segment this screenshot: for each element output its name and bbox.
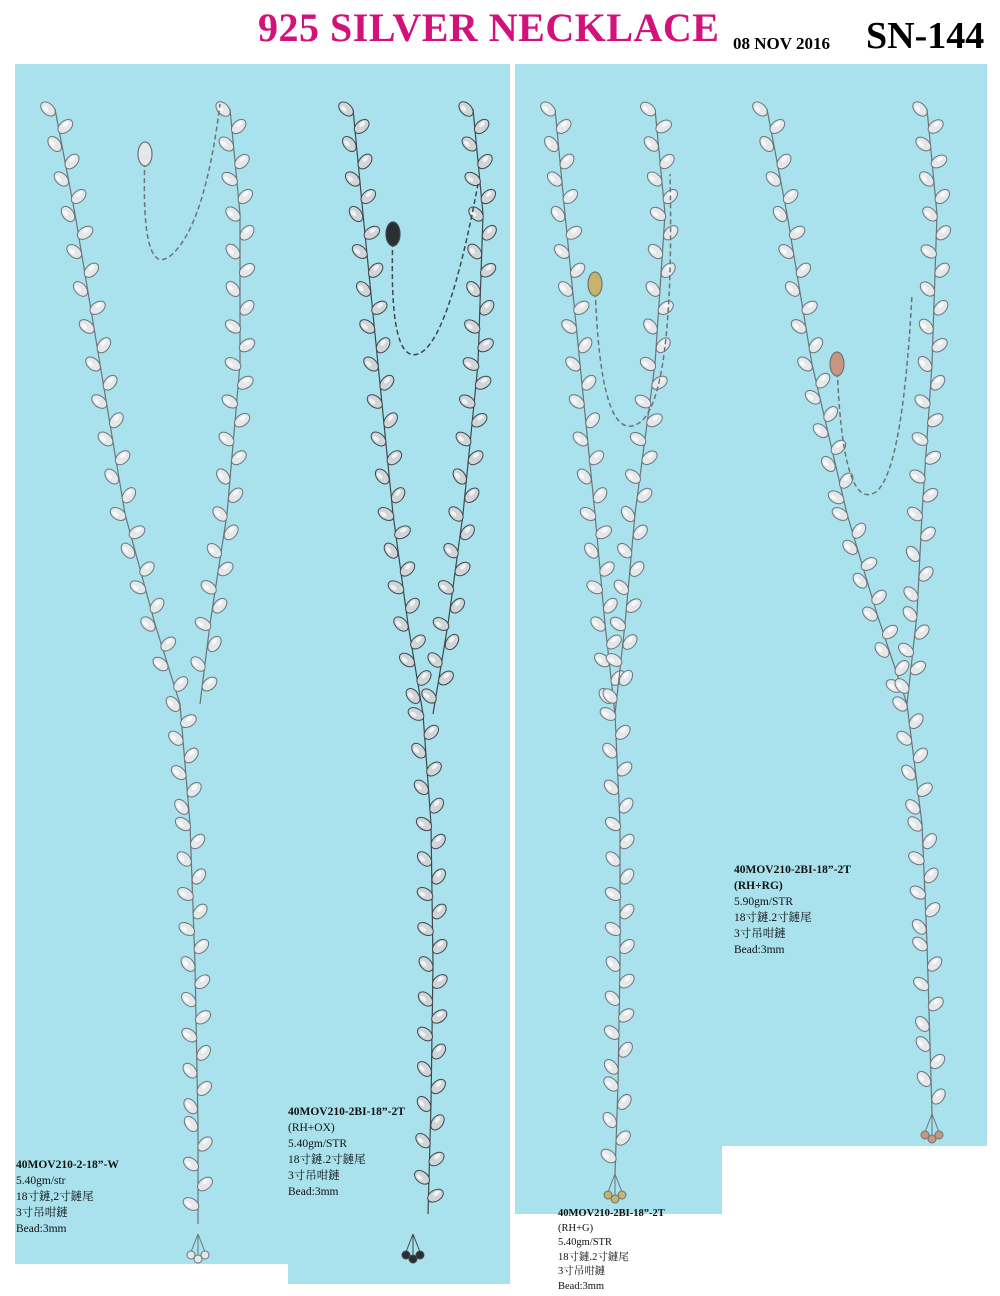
product-label-1	[16, 1157, 119, 1237]
product-spec-drop: 3寸吊咁鏈	[558, 1266, 606, 1277]
product-photo-2	[288, 64, 510, 1284]
necklace-image-2	[288, 64, 510, 1284]
necklace-image-4	[722, 64, 987, 1146]
product-spec-drop: 3寸吊咁鏈	[288, 1170, 340, 1182]
product-weight: 5.40gm/STR	[558, 1237, 612, 1248]
product-bead-size: Bead:3mm	[734, 944, 785, 956]
product-label-2	[288, 1104, 405, 1200]
product-spec-length: 18寸鏈,2寸鏈尾	[16, 1191, 94, 1203]
necklace-image-1	[15, 64, 288, 1264]
product-code: 40MOV210-2BI-18”-2T	[734, 864, 851, 876]
necklace-image-3	[515, 64, 722, 1214]
product-weight: 5.90gm/STR	[734, 896, 794, 908]
product-code: 40MOV210-2BI-18”-2T	[558, 1208, 665, 1219]
product-photo-1	[15, 64, 288, 1264]
product-weight: 5.40gm/str	[16, 1175, 66, 1187]
product-bead-size: Bead:3mm	[558, 1280, 605, 1292]
sheet-code: SN-144	[866, 15, 985, 57]
page-title: 925 SILVER NECKLACE	[258, 5, 720, 50]
product-plating: (RH+RG)	[734, 880, 783, 892]
product-label-4	[734, 862, 851, 958]
product-bead-size: Bead:3mm	[16, 1223, 67, 1235]
product-weight: 5.40gm/STR	[288, 1138, 348, 1150]
product-plating: (RH+G)	[558, 1222, 594, 1234]
sheet-date: 08 NOV 2016	[733, 34, 830, 53]
product-photo-4	[722, 64, 987, 1146]
product-spec-length: 18寸鏈.2寸鏈尾	[288, 1154, 366, 1166]
product-code: 40MOV210-2BI-18”-2T	[288, 1106, 405, 1118]
product-spec-drop: 3寸吊咁鏈	[734, 928, 786, 940]
product-bead-size: Bead:3mm	[288, 1186, 339, 1198]
product-spec-drop: 3寸吊咁鏈	[16, 1207, 68, 1219]
product-code: 40MOV210-2-18”-W	[16, 1159, 119, 1171]
product-photo-3	[515, 64, 722, 1214]
product-spec-length: 18寸鏈.2寸鏈尾	[558, 1251, 629, 1263]
product-spec-length: 18寸鏈.2寸鏈尾	[734, 912, 812, 924]
product-label-3	[558, 1207, 665, 1294]
product-plating: (RH+OX)	[288, 1122, 335, 1134]
